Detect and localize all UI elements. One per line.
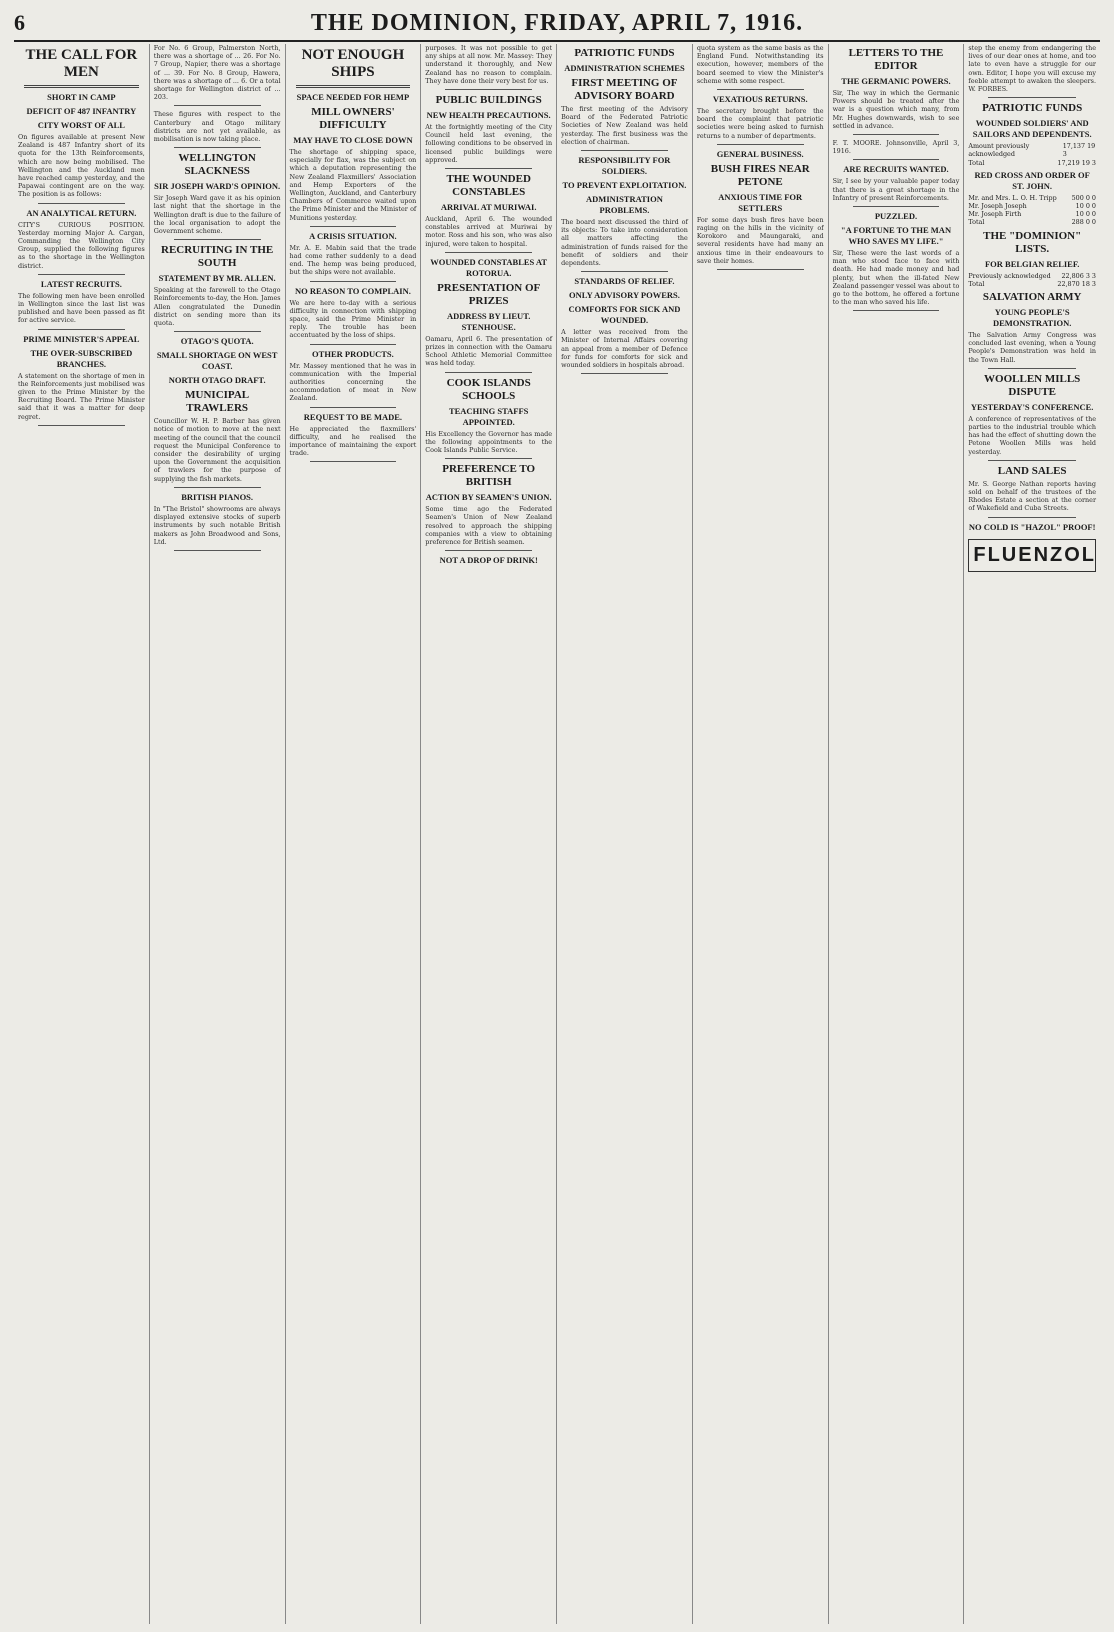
headline: THE "DOMINION" LISTS. <box>983 229 1082 255</box>
row-label: Mr. Joseph Firth <box>968 210 1022 219</box>
headline: THE CALL FOR MEN <box>25 47 138 80</box>
columns <box>14 44 1100 1624</box>
headline: LETTERS TO THE EDITOR <box>848 47 944 72</box>
subscription-row <box>968 142 1096 158</box>
headline: SIR JOSEPH WARD'S OPINION. <box>154 181 281 192</box>
subscription-row <box>968 218 1096 226</box>
article-text: The secretary brought before the board the complaint that patriotic societies were being asked to furnish returns to a number of departments. <box>696 107 824 140</box>
headline: TO PREVENT EXPLOITATION. <box>562 180 687 191</box>
headline: SHORT IN CAMP <box>47 92 116 102</box>
article-text: He appreciated the flaxmillers' difficulty, and he realised the importance of maintaining the export trade. <box>289 424 417 458</box>
article-text: Auckland, April 6. The wounded constables arrived at Muriwai by motor. Ross and his son, who was also injured, were taken to hospital. <box>425 215 553 248</box>
article-text: For some days bush fires have been raging on the hills in the vicinity of Korokoro and Maungaraki, and several residents have had many an anxious time in their endeavours to save their homes. <box>696 215 824 265</box>
headline: A CRISIS SITUATION. <box>309 230 397 241</box>
headline: "A FORTUNE TO THE MAN WHO SAVES MY LIFE." <box>840 225 952 247</box>
row-amount: 22,870 18 3 <box>1057 279 1096 288</box>
row-label: Previously acknowledged <box>968 271 1051 280</box>
column-4 <box>421 44 557 1624</box>
article-text: His Excellency the Governor has made the following appointments to the Cook Islands Public Service. <box>425 429 553 455</box>
headline: OTAGO'S QUOTA. <box>180 336 254 347</box>
article-text: A letter was received from the Minister of Internal Affairs covering an appeal from a member of Defence for funds for comforts for sick and wounded soldiers in hospitals abroad. <box>561 328 688 370</box>
headline: PUZZLED. <box>874 211 918 222</box>
headline: DEFICIT OF 487 INFANTRY <box>26 106 137 116</box>
headline: ONLY ADVISORY POWERS. <box>568 290 680 301</box>
row-amount: 500 0 0 <box>1071 193 1096 202</box>
row-label: Total <box>968 158 985 167</box>
headline: YOUNG PEOPLE'S DEMONSTRATION. <box>992 307 1072 329</box>
headline: LAND SALES <box>997 464 1067 477</box>
headline: OTHER PRODUCTS. <box>312 348 394 359</box>
headline: PATRIOTIC FUNDS <box>574 47 675 59</box>
article-text: F. T. MOORE. Johnsonville, April 3, 1916. <box>832 139 960 156</box>
article-text: A statement on the shortage of men in the Reinforcements just mobilised was given to the Prime Minister by the Recruiting Board. The Prime Minister said that it was a matter for deep regret. <box>18 371 145 421</box>
article-text: These figures with respect to the Canterbury and Otago military districts are not yet available, as mobilisation is now taking place. <box>153 110 281 144</box>
article-text: The shortage of shipping space, especially for flax, was the subject on which a deputation representing the New Zealand Flaxmillers' Association and Hemp Exporters of the Wellington, Auckland, and Canterbury Chambers of Commerce waited upon the Prime Minister and the Minister of Munitions yesterday. <box>289 148 417 222</box>
article-text: Sir, I see by your valuable paper today that there is a great shortage in the Infantry of present Reinforcements. <box>832 177 960 202</box>
article-text: At the fortnightly meeting of the City Council held last evening, the following conditions to be observed in licensed public buildings were approved. <box>425 123 553 164</box>
article-text: The board next discussed the third of its objects: To take into consideration all matters affecting the administration of funds raised for the benefit of soldiers and their dependents. <box>561 218 688 268</box>
article-text: Some time ago the Federated Seamen's Union of New Zealand resolved to approach the shipping companies with a view to obtaining preference for British seamen. <box>425 505 553 547</box>
article-text: On figures available at present New Zealand is 487 Infantry short of its quota for the 13th Reinforcements, which are now being mobilised. The Wellington and the Auckland men have reached camp yesterday, and the Papawai contingent are on the way. The position is as follows: <box>18 133 145 199</box>
headline: MAY HAVE TO CLOSE DOWN <box>293 135 413 145</box>
row-label: Amount previously acknowledged <box>968 142 1030 159</box>
headline: TEACHING STAFFS APPOINTED. <box>448 405 529 427</box>
headline: NO COLD IS "HAZOL" PROOF! <box>968 521 1096 532</box>
headline: STANDARDS OF RELIEF. <box>574 276 675 287</box>
headline: SALVATION ARMY <box>982 291 1082 304</box>
row-label: Total <box>968 279 985 288</box>
headline: BRITISH PIANOS. <box>181 491 254 502</box>
row-amount: 17,219 19 3 <box>1057 158 1096 167</box>
subscription-row <box>968 202 1096 210</box>
article-text: purposes. It was not possible to get any ships at all now. Mr. Massey: They understand it thoroughly, and New Zealand has no reason to complain. They have done their very best for us. <box>425 44 553 85</box>
headline: YESTERDAY'S CONFERENCE. <box>970 401 1094 412</box>
subscription-row <box>968 159 1096 167</box>
headline: WOOLLEN MILLS DISPUTE <box>984 372 1081 398</box>
headline: RED CROSS AND ORDER OF ST. JOHN. <box>974 169 1090 191</box>
column-2 <box>150 44 286 1624</box>
headline: STATEMENT BY MR. ALLEN. <box>158 273 276 284</box>
headline: SPACE NEEDED FOR HEMP <box>296 92 410 102</box>
headline: BUSH FIRES NEAR PETONE <box>710 162 810 188</box>
column-5 <box>557 44 693 1624</box>
article-text: Mr. Massey mentioned that he was in communication with the Imperial authorities concerning the accommodation of meat in New Zealand. <box>289 361 417 403</box>
headline: ADMINISTRATION PROBLEMS. <box>586 194 663 216</box>
headline: PREFERENCE TO BRITISH <box>442 463 536 489</box>
article-text: For No. 6 Group, Palmerston North, there was a shortage of ... 26. For No. 7 Group, Napier, there was a shortage of ... 39. For No. 8 Group, Hawera, there was a shortage of ... 6. Or a total shortage for Wellington district of ... 203. <box>153 44 281 102</box>
headline: PRESENTATION OF PRIZES <box>437 281 541 307</box>
headline: WELLINGTON SLACKNESS <box>178 152 256 178</box>
headline: NOT ENOUGH SHIPS <box>301 47 405 80</box>
headline: CITY WORST OF ALL <box>37 120 125 130</box>
headline: MUNICIPAL TRAWLERS <box>185 389 250 415</box>
headline: WOUNDED CONSTABLES AT ROTORUA. <box>430 256 548 278</box>
column-3 <box>286 44 422 1624</box>
article-text: Sir Joseph Ward gave it as his opinion last night that the shortage in the Wellington draft is due to the failure of the local organisation to adopt the Government scheme. <box>153 194 281 236</box>
masthead <box>14 6 1100 42</box>
row-amount: 17,137 19 3 <box>1062 142 1096 159</box>
article-text: step the enemy from endangering the lives of our dear ones at home, and too late to even have a struggle for our own. Editor, I hope you will excuse my feeble attempt to awaken the sleepers. W. FORBES. <box>968 44 1096 94</box>
headline: ANXIOUS TIME FOR SETTLERS <box>718 191 803 213</box>
headline: NEW HEALTH PRECAUTIONS. <box>426 110 551 121</box>
article-text: Mr. S. George Nathan reports having sold on behalf of the trustees of the Rhodes Estate a section at the corner of Wakefield and Cuba Streets. <box>968 479 1096 513</box>
article-text: The Salvation Army Congress was concluded last evening, when a Young People's Demonstration was held in the Town Hall. <box>968 331 1096 364</box>
subscription-row <box>968 272 1096 280</box>
subscription-row <box>968 210 1096 218</box>
page-number: 6 <box>14 10 25 35</box>
headline: GENERAL BUSINESS. <box>716 148 804 159</box>
headline: PRIME MINISTER'S APPEAL <box>23 333 140 344</box>
headline: PATRIOTIC FUNDS <box>982 102 1083 115</box>
headline: FIRST MEETING OF ADVISORY BOARD <box>571 77 678 102</box>
headline: ARRIVAL AT MURIWAI. <box>440 202 537 213</box>
article-text: Councillor W. H. P. Barber has given notice of motion to move at the next meeting of the council that the council request the Municipal Conference to consider the desirability of urging upon the Government the acquisition of trawlers for the purpose of supplying the fish markets. <box>153 417 281 483</box>
newspaper-title: THE DOMINION, FRIDAY, APRIL 7, 1916. <box>310 9 804 36</box>
row-amount: 10 0 0 <box>1075 210 1096 219</box>
row-label: Total <box>968 218 985 227</box>
row-amount: 22,806 3 3 <box>1061 271 1096 280</box>
article-text: We are here to-day with a serious difficulty in connection with shipping space, said the Prime Minister in reply. The trouble has been accentuated by the loss of ships. <box>289 298 417 340</box>
column-6 <box>693 44 829 1624</box>
article-text: Mr. A. E. Mabin said that the trade had come rather suddenly to a dead end. The hemp was being produced, but the ships were not available. <box>289 243 417 277</box>
column-8 <box>964 44 1100 1624</box>
headline: RECRUITING IN THE SOUTH <box>161 244 274 270</box>
headline: NO REASON TO COMPLAIN. <box>294 285 411 296</box>
headline: COMFORTS FOR SICK AND WOUNDED. <box>568 304 681 326</box>
headline: THE GERMANIC POWERS. <box>841 76 951 86</box>
row-label: Mr. and Mrs. L. O. H. Tripp <box>968 193 1057 202</box>
headline: COOK ISLANDS SCHOOLS <box>446 376 531 402</box>
subscription-row <box>968 280 1096 288</box>
headline: LATEST RECRUITS. <box>40 278 122 289</box>
article-text: Speaking at the farewell to the Otago Reinforcements to-day, the Hon. James Allen congratulated the Dunedin district on sending more than its quota. <box>153 286 281 328</box>
article-text: Oamaru, April 6. The presentation of prizes in connection with the Oamaru School Athletic Memorial Committee was held today. <box>425 334 553 368</box>
headline: ARE RECRUITS WANTED. <box>843 164 949 175</box>
headline: MILL OWNERS' DIFFICULTY <box>311 106 395 131</box>
headline: FOR BELGIAN RELIEF. <box>984 258 1080 269</box>
article-text: Sir, These were the last words of a man who stood face to face with death. He had made money and had plenty, but when the ill-fated New Zealand passenger vessel was about to go to the bottom, he offered a fortune to the man who saved his life. <box>832 249 960 307</box>
headline: ACTION BY SEAMEN'S UNION. <box>425 492 552 503</box>
headline: ADDRESS BY LIEUT. STENHOUSE. <box>446 310 531 332</box>
headline: WOUNDED SOLDIERS' AND SAILORS AND DEPENDENTS. <box>972 118 1092 140</box>
advertisement: FLUENZOL <box>968 539 1096 572</box>
headline: PUBLIC BUILDINGS <box>435 94 542 107</box>
headline: VEXATIOUS RETURNS. <box>712 94 808 105</box>
headline: THE WOUNDED CONSTABLES <box>446 173 531 199</box>
column-7 <box>829 44 965 1624</box>
headline: RESPONSIBILITY FOR SOLDIERS. <box>578 155 671 177</box>
article-text: Sir, The way in which the Germanic Powers should be treated after the war is a question which many, from Mr. Hughes downwards, wish to see settled in advance. <box>832 89 960 130</box>
article-text: The following men have been enrolled in Wellington since the last list was published and have been passed as fit for active service. <box>18 291 145 325</box>
subscription-row <box>968 194 1096 202</box>
headline: ADMINISTRATION SCHEMES <box>564 63 685 73</box>
headline: NORTH OTAGO DRAFT. <box>168 375 266 386</box>
row-amount: 10 0 0 <box>1075 202 1096 211</box>
headline: SMALL SHORTAGE ON WEST COAST. <box>156 350 278 372</box>
article-text: In "The Bristol" showrooms are always displayed extensive stocks of superb instruments by such notable British makers as John Broadwood and Sons, Ltd. <box>153 504 281 546</box>
headline: THE OVER-SUBSCRIBED BRANCHES. <box>30 347 133 369</box>
headline: REQUEST TO BE MADE. <box>303 411 403 422</box>
column-1 <box>14 44 150 1624</box>
headline: NOT A DROP OF DRINK! <box>439 555 538 566</box>
headline: AN ANALYTICAL RETURN. <box>26 207 137 218</box>
article-text: CITY'S CURIOUS POSITION. Yesterday morning Major A. Cargan, Commanding the Wellington City Group, supplied the following figures as to the shortage in the Wellington district. <box>18 220 145 270</box>
row-amount: 288 0 0 <box>1071 218 1096 227</box>
row-label: Mr. Joseph Joseph <box>968 202 1027 211</box>
article-text: The first meeting of the Advisory Board of the Federated Patriotic Societies of New Zealand was held yesterday. The first business was the election of chairman. <box>561 105 688 146</box>
article-text: A conference of representatives of the parties to the industrial trouble which has had the effect of shutting down the Petone Woollen Mills was held yesterday. <box>968 414 1096 456</box>
article-text: quota system as the same basis as the England Fund. Notwithstanding its execution, however, members of the board seemed to view the Minister's scheme with some respect. <box>696 44 824 85</box>
